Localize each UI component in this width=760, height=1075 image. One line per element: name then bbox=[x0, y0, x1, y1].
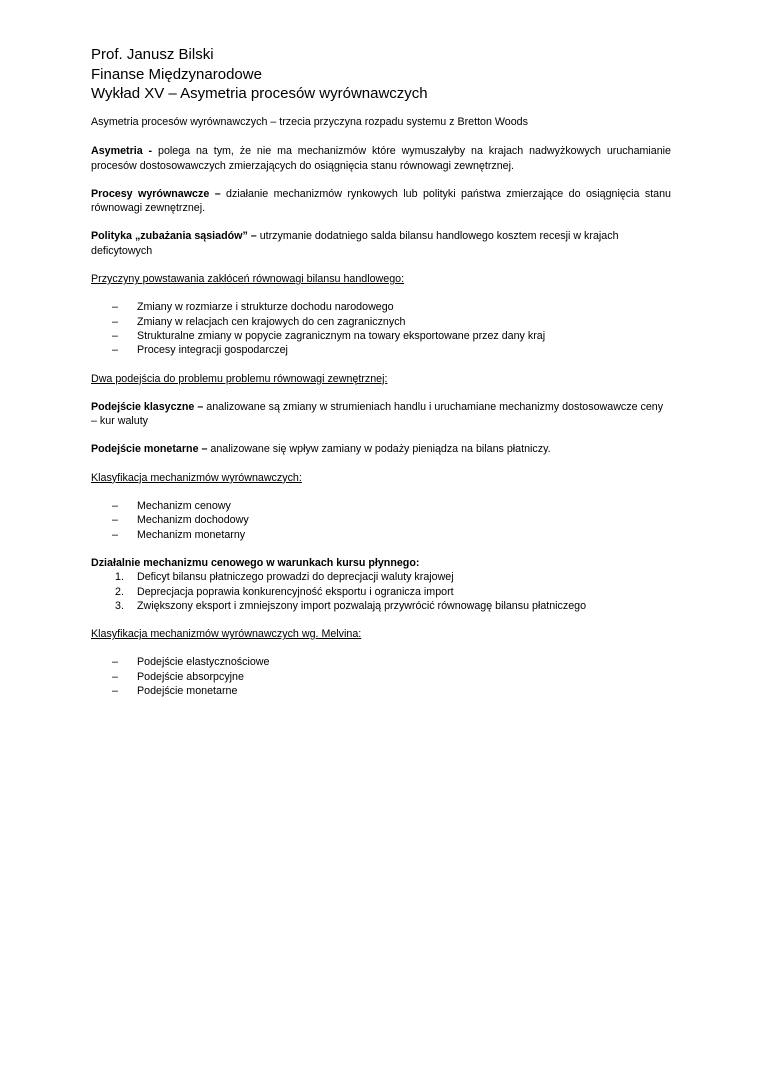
term-polityka: Polityka „zubażania sąsiadów” – bbox=[91, 230, 257, 243]
dash-marker: – bbox=[112, 315, 118, 328]
list-item-text: Strukturalne zmiany w popycie zagranicznym na towary eksportowane przez dany kraj bbox=[137, 329, 546, 342]
causes-list bbox=[91, 300, 671, 357]
intro-line: Asymetria procesów wyrównawczych – trzecia przyczyna rozpadu systemu z Bretton Woods bbox=[91, 116, 528, 128]
list-item bbox=[91, 343, 671, 357]
approach-classic bbox=[91, 400, 671, 429]
list-item bbox=[91, 528, 671, 542]
dash-marker: – bbox=[112, 301, 118, 314]
dash-marker: – bbox=[112, 329, 118, 342]
dash-marker: – bbox=[112, 685, 118, 698]
list-number: 2. bbox=[115, 585, 124, 598]
list-item-text: Zwiększony eksport i zmniejszony import pozwalają przywrócić równowagę bilansu płatniczego bbox=[137, 599, 587, 612]
list-item bbox=[91, 513, 671, 527]
list-item-text: Deprecjacja poprawia konkurencyjność eksportu i ogranicza import bbox=[137, 585, 454, 598]
definition-asymetria bbox=[91, 144, 671, 173]
dash-marker: – bbox=[112, 528, 118, 541]
list-item bbox=[91, 499, 671, 513]
approach-classic-text: analizowane są zmiany w strumieniach handlu i uruchamiane mechanizmy dostosowawcze ceny – kur waluty bbox=[91, 400, 664, 428]
causes-heading: Przyczyny powstawania zakłóceń równowagi bilansu handlowego: bbox=[91, 273, 405, 286]
dash-marker: – bbox=[112, 500, 118, 513]
dash-marker: – bbox=[112, 514, 118, 527]
approach-monetary bbox=[91, 442, 671, 456]
list-item bbox=[91, 329, 671, 343]
list-item-text: Mechanizm dochodowy bbox=[137, 514, 249, 527]
price-mechanism-heading: Działalnie mechanizmu cenowego w warunkach kursu płynnego: bbox=[91, 556, 420, 569]
list-item bbox=[91, 684, 671, 698]
list-item-text: Podejście monetarne bbox=[137, 685, 238, 698]
definition-asymetria-text: polega na tym, że nie ma mechanizmów które wymuszałyby na krajach nadwyżkowych uruchamianie procesów dostosowawczych zmierzających do osiągnięcia stanu równowagi zewnętrznej. bbox=[91, 145, 671, 172]
list-item bbox=[91, 585, 671, 599]
term-asymetria: Asymetria - bbox=[91, 145, 153, 158]
definition-polityka bbox=[91, 229, 671, 258]
definition-procesy-text: działanie mechanizmów rynkowych lub polityki państwa zmierzające do osiągnięcia stanu równowagi zewnętrznej. bbox=[91, 187, 671, 215]
term-monetary: Podejście monetarne – bbox=[91, 443, 208, 456]
author-line: Prof. Janusz Bilski bbox=[91, 46, 214, 63]
melvin-list bbox=[91, 655, 671, 698]
list-item-text: Deficyt bilansu płatniczego prowadzi do deprecjacji waluty krajowej bbox=[137, 571, 454, 584]
list-item bbox=[91, 599, 671, 613]
document-body bbox=[91, 115, 671, 698]
list-item-text: Procesy integracji gospodarczej bbox=[137, 344, 288, 357]
definition-polityka-text: utrzymanie dodatniego salda bilansu handlowego kosztem recesji w krajach deficytowych bbox=[91, 230, 619, 257]
list-item bbox=[91, 300, 671, 314]
dash-marker: – bbox=[112, 344, 118, 357]
list-item bbox=[91, 670, 671, 684]
list-item-text: Mechanizm monetarny bbox=[137, 528, 246, 541]
list-item-text: Podejście elastycznościowe bbox=[137, 656, 270, 669]
list-item-text: Mechanizm cenowy bbox=[137, 500, 231, 513]
list-item-text: Podejście absorpcyjne bbox=[137, 670, 244, 683]
approaches-heading: Dwa podejścia do problemu problemu równowagi zewnętrznej: bbox=[91, 372, 388, 385]
definition-procesy bbox=[91, 187, 671, 216]
list-item bbox=[91, 315, 671, 329]
dash-marker: – bbox=[112, 656, 118, 669]
term-classic: Podejście klasyczne – bbox=[91, 400, 204, 413]
list-item bbox=[91, 655, 671, 669]
course-line: Finanse Międzynarodowe bbox=[91, 65, 262, 83]
term-procesy: Procesy wyrównawcze – bbox=[91, 187, 221, 200]
list-number: 1. bbox=[115, 571, 124, 584]
price-mechanism-list bbox=[91, 570, 671, 613]
classification-list bbox=[91, 499, 671, 542]
list-item-text: Zmiany w rozmiarze i strukturze dochodu narodowego bbox=[137, 301, 394, 314]
list-item bbox=[91, 570, 671, 584]
list-item-text: Zmiany w relacjach cen krajowych do cen zagranicznych bbox=[137, 315, 406, 328]
document-header bbox=[91, 45, 428, 104]
dash-marker: – bbox=[112, 670, 118, 683]
approach-monetary-text: analizowane się wpływ zamiany w podaży pieniądza na bilans płatniczy. bbox=[207, 443, 551, 456]
classification-heading: Klasyfikacja mechanizmów wyrównawczych: bbox=[91, 471, 302, 484]
melvin-heading: Klasyfikacja mechanizmów wyrównawczych wg. Melvina: bbox=[91, 628, 362, 641]
list-number: 3. bbox=[115, 599, 124, 612]
lecture-title: Wykład XV – Asymetria procesów wyrównawczych bbox=[91, 85, 428, 102]
